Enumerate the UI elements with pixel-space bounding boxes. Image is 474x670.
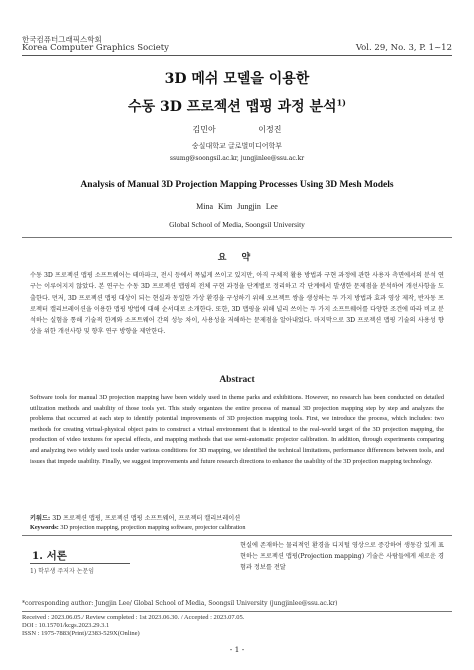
author-emails: ssumg@soongsil.ac.kr, jungjinlee@ssu.ac.kr: [169, 155, 305, 162]
corresponding-author: *corresponding author: Jungjin Lee/ Global School of Media, Soongsil University (jungjinlee@ssu.ac.kr): [22, 600, 338, 607]
section-body-text: 현실에 존재하는 물리적인 환경을 디지털 영상으로 증강하여 생동감 있게 표현하는 프로젝션 맵핑(Projection mapping) 기술은 사람들에게 새로운 경험과 정보를 전달: [240, 542, 444, 571]
title-ko-line2-text: 수동 3D 프로젝션 맵핑 과정 분석: [128, 99, 337, 115]
journal-name-ko: 한국컴퓨터그래픽스학회: [22, 35, 102, 44]
issn: ISSN : 1975-7883(Print)/2383-529X(Online): [22, 630, 140, 637]
section-body-right: [240, 540, 444, 573]
abstract-ko-heading: 요 약: [217, 253, 257, 263]
footnote-text: 1) 학부생 주저자 논문임: [30, 568, 95, 575]
keywords-rule: [22, 535, 452, 536]
title-footnote-mark: 1): [336, 97, 346, 108]
keywords-ko-text: 3D 프로젝션 맵핑, 프로젝션 맵핑 소프트웨어, 프로젝터 캘리브레이션: [52, 515, 241, 522]
title-ko-line1: 3D 메쉬 모델을 이용한: [164, 71, 310, 87]
abstract-ko: [30, 270, 444, 338]
abstract-en: [30, 393, 444, 467]
abstract-ko-text: 수동 3D 프로젝션 맵핑 소프트웨어는 테마파크, 전시 등에서 폭넓게 쓰이고 있지만, 아직 구체적 활용 방법과 구현 과정에 관한 사용자 측면에서의 분석 연구는 이루어지지 않았다. 본 연구는 수동 3D 프로젝션 맵핑의 전체 구현 과정을 단계별로 정리하고 각 단계에서 발생한 문제점을 분석하여 개선사항을 도출한다. 먼저, 3D 프로젝션 맵핑 대상이 되는 현실과 동일한 가상 환경을 구성하기 위해 오브젝트 쌍을 생성하는 두 가지 방법과 효과 영상 제작, 반자동 프로젝터 캘리브레이션을 이용한 맵핑 방법에 대해 순서대로 소개한다. 또한, 3D 맵핑을 위해 널리 쓰이는 두 가지 소프트웨어를 다양한 조건에 따라 비교 분석하는 실험을 통해 기술적 한계와 소프트웨어 간의 성능 차이, 사용성을 저해하는 문제점을 알아내었다. 마지막으로 3D 프로젝션 맵핑 기술의 사용성 향상을 위한 개선사항 및 향후 연구 방향을 제안한다.: [30, 272, 444, 336]
authors-ko: 김민아 이정진: [192, 125, 282, 134]
abstract-en-text: Software tools for manual 3D projection mapping have been widely used in theme parks and exhibitions. However, no research has been conducted on detailed utilization methods and usability of those tools yet. This study organizes the entire process of manual 3D projection mapping step by step and analyzes the problems that occurred at each step to identify potential improvements of 3D projection mapping tools. First, we introduce the process, which includes: two methods for creating virtual-physical object pairs to construct a virtual environment that is identical to the real-world target of the 3D projection mapping, the production of video textures for special effects, and mapping methods that use semi-automatic projector calibration. In addition, through experiments comparing and analyzing two widely used tools under various conditions for 3D mapping, we identified the technical limitations, performance differences between tools, and issues that impede usability. Finally, we suggest improvements and future research directions to enhance the usability of the 3D projection mapping technology.: [30, 394, 444, 465]
journal-name-en: Korea Computer Graphics Society: [22, 43, 169, 53]
section-heading: 1. 서론: [32, 550, 67, 562]
footnote-rule: [30, 563, 130, 564]
title-rule: [22, 237, 452, 238]
keywords-en: [30, 524, 444, 531]
volume-info: Vol. 29, No. 3, P. 1~12: [355, 43, 452, 53]
received-dates: Received : 2023.06.05./ Review completed : 1st 2023.06.30. / Accepted : 2023.07.05.: [22, 614, 245, 621]
keywords-en-label: Keywords:: [30, 524, 59, 531]
title-en: Analysis of Manual 3D Projection Mapping Processes Using 3D Mesh Models: [80, 180, 394, 190]
keywords-ko: [30, 513, 444, 522]
keywords-en-text: 3D projection mapping, projection mapping software, projector calibration: [60, 524, 246, 531]
page-number: - 1 -: [229, 645, 245, 654]
abstract-en-heading: Abstract: [219, 375, 255, 385]
footer-rule: [22, 611, 452, 612]
title-ko-line2: [22, 96, 452, 116]
header-rule: [22, 55, 452, 56]
affiliation-en: Global School of Media, Soongsil University: [169, 220, 305, 229]
affiliation-ko: 숭실대학교 글로벌미디어학부: [191, 142, 283, 150]
doi: DOI : 10.15701/kcgs.2023.29.3.1: [22, 622, 110, 629]
keywords-ko-label: 키워드:: [30, 515, 51, 522]
authors-en: Mina Kim Jungjin Lee: [196, 202, 278, 211]
